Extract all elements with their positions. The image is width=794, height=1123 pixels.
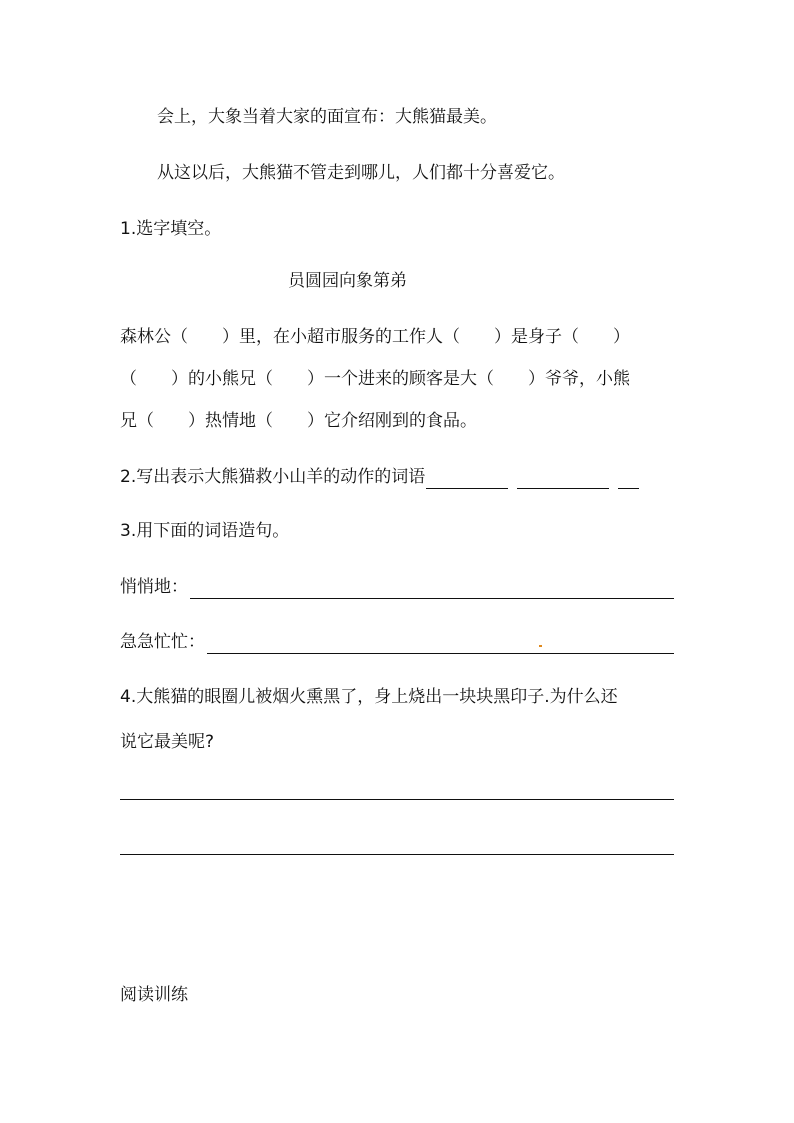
question-2-blank-3[interactable] — [618, 470, 639, 489]
question-1-line-3: 兄（ ）热情地（ ）它介绍刚到的食品。 — [120, 411, 477, 431]
stray-mark — [539, 645, 542, 647]
question-3-word-2: 急急忙忙： — [120, 632, 205, 652]
question-4-line-1: 4.大熊猫的眼圈儿被烟火熏黑了，身上烧出一块块黑印子.为什么还 — [120, 687, 618, 707]
question-2-blank-2[interactable] — [517, 470, 609, 489]
question-3-answer-line-2[interactable] — [207, 633, 674, 654]
question-3-word-1: 悄悄地： — [120, 577, 188, 597]
question-2-text: 2.写出表示大熊猫救小山羊的动作的词语 — [120, 467, 426, 487]
question-3-answer-line-1[interactable] — [190, 578, 674, 599]
story-paragraph-2: 从这以后，大熊猫不管走到哪儿，人们都十分喜爱它。 — [157, 163, 565, 183]
question-3-title: 3.用下面的词语造句。 — [120, 521, 290, 541]
question-2-row — [120, 465, 674, 489]
question-1-line-1: 森林公（ ）里，在小超市服务的工作人（ ）是身子（ ） — [120, 327, 630, 347]
question-4-answer-line-1[interactable] — [120, 799, 674, 800]
question-1-title: 1.选字填空。 — [120, 219, 222, 239]
question-3-item-1 — [120, 575, 674, 599]
story-paragraph-1: 会上，大象当着大家的面宣布：大熊猫最美。 — [157, 107, 497, 127]
section-title: 阅读训练 — [120, 985, 188, 1005]
question-1-character-bank: 员圆园向象第弟 — [288, 271, 407, 291]
question-2-blank-1[interactable] — [426, 470, 508, 489]
question-4-line-2: 说它最美呢? — [120, 732, 215, 752]
question-3-item-2 — [120, 630, 674, 654]
question-1-line-2: （ ）的小熊兄（ ）一个进来的顾客是大（ ）爷爷，小熊 — [120, 369, 630, 389]
question-4-answer-line-2[interactable] — [120, 854, 674, 855]
